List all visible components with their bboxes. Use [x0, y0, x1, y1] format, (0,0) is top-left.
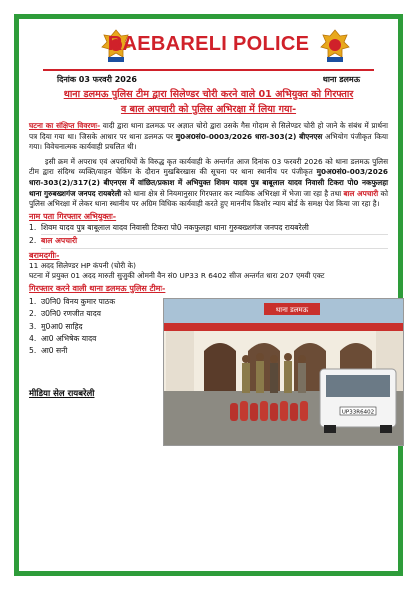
- list-item: 2. उ0नि0 रणजीत यादव: [29, 309, 101, 319]
- accused-heading: नाम पता गिरफ्तार अभियुक्तः-: [29, 211, 117, 221]
- signboard-text: थाना डलमऊ: [275, 305, 309, 314]
- omni-van: [320, 369, 396, 433]
- list-item: 1. उ0नि0 विनय कुमार पाठक: [29, 296, 116, 306]
- team-list: [29, 296, 159, 358]
- list-item: 1. शिवम यादव पुत्र बाबूलाल यादव निवासी टिकरा पो0 नकफुलहा थाना गुरुबख्शगंज जनपद रायबरेली: [29, 222, 388, 235]
- recovery-line-2: घटना में प्रयुक्त 01 अदद मारुती सुजुकी ओमनी वैन सं0 UP33 R 6402 सीज अन्तर्गत धारा 207 एमवी एक्ट: [29, 271, 325, 281]
- dateline: [29, 73, 388, 87]
- date: दिनांक 03 फरवरी 2026: [57, 75, 137, 84]
- list-item: 5. आ0 सनी: [29, 346, 68, 356]
- media-cell-signature: मीडिया सेल रायबरेली: [29, 388, 95, 399]
- action-text-2: को थाना क्षेत्र से नियमानुसार गिरफ्तार कर न्यायिक अभिरक्षा में भेजा जा रहा है तथा: [121, 188, 344, 198]
- title-rule: [43, 69, 374, 71]
- accused-list: [29, 222, 388, 249]
- list-item: 3. मु0आ0 साहिद: [29, 321, 83, 331]
- summary-text-1: वादी द्वारा थाना डलमऊ पर अज्ञात चोरो द्वारा उसके गैस गोदाम से सिलेण्डर चोरी हो जाने के संबंध में प्रार्थना पत्र दिया गया था। जिसके आधार पर थाना डलमऊ पर: [29, 121, 388, 141]
- summary-text-2: अभियोग पंजीकृत किया गया। विवेचनात्मक कार्यवाही प्रचलित थी।: [29, 131, 388, 152]
- action-text-3: को पुलिस अभिरक्षा में लेकर थाना स्थानीय पर अग्रिम विधिक कार्यवाही करते हुए माननीय किशोर न्याय बोर्ड के समक्ष पेश किया जा रहा है।: [29, 188, 388, 209]
- evidence-photo: [163, 298, 404, 446]
- document-page: [14, 14, 403, 576]
- summary-case-number: मु0अ0सं0-0003/2026 धारा-303(2) बीएनएस: [175, 131, 323, 141]
- police-emblem-right-icon: [320, 29, 350, 63]
- recovery-heading: बरामदगीः-: [29, 250, 60, 260]
- page-title: RAEBARELI POLICE: [107, 33, 310, 55]
- list-item: 2. बाल अपचारी: [29, 235, 388, 248]
- summary-label: घटना का संक्षिप्त विवरणः-: [29, 121, 101, 130]
- police-station: थाना डलमऊ: [322, 75, 360, 84]
- police-station-scene: [164, 299, 404, 446]
- action-case-details: मु0अ0सं0-003/2026 धारा-303(2)/317(2) बीएनएस में वांछित/प्रकाश में अभियुक्त शिवम यादव पुत्र बाबूलाल यादव निवासी टिकरा पो0 नकफुलहा थाना गुरुबख्शगंज जनपद रायबरेली: [29, 167, 388, 198]
- bottom-section: [29, 296, 388, 446]
- action-paragraph: [29, 157, 388, 210]
- header: [29, 25, 388, 69]
- action-text-1: इसी क्रम में अपराध एवं अपराधियों के विरुद्ध कृत कार्यवाही के अन्तर्गत आज दिनांक 03 फरवरी 2026 को थाना डलमऊ पुलिस टीम द्वारा संदिग्ध व्यक्ति/वाहन चेकिंग के दौरान मुखबिरखास की सूचना पर थाना स्थानीय पर पंजीकृत: [29, 156, 388, 177]
- team-heading: गिरफ्तार करने वाली थाना डलमऊ पुलिस टीमः-: [29, 283, 166, 293]
- action-juvenile: बाल अपचारी: [343, 188, 379, 198]
- headline-line-1: थाना डलमऊ पुलिस टीम द्वारा सिलेण्डर चोरी करने वाले 01 अभियुक्त को गिरफ्तार: [63, 89, 354, 100]
- list-item: 4. आ0 अभिषेक यादव: [29, 333, 97, 343]
- recovery-line-1: 11 अदद सिलेण्डर HP कंपनी (चोरी के): [29, 260, 136, 270]
- summary-paragraph: [29, 121, 388, 153]
- headline: [29, 87, 388, 117]
- van-number-plate: UP33R6402: [341, 409, 375, 416]
- headline-line-2: व बाल अपचारी को पुलिस अभिरक्षा में लिया गया-: [120, 104, 297, 115]
